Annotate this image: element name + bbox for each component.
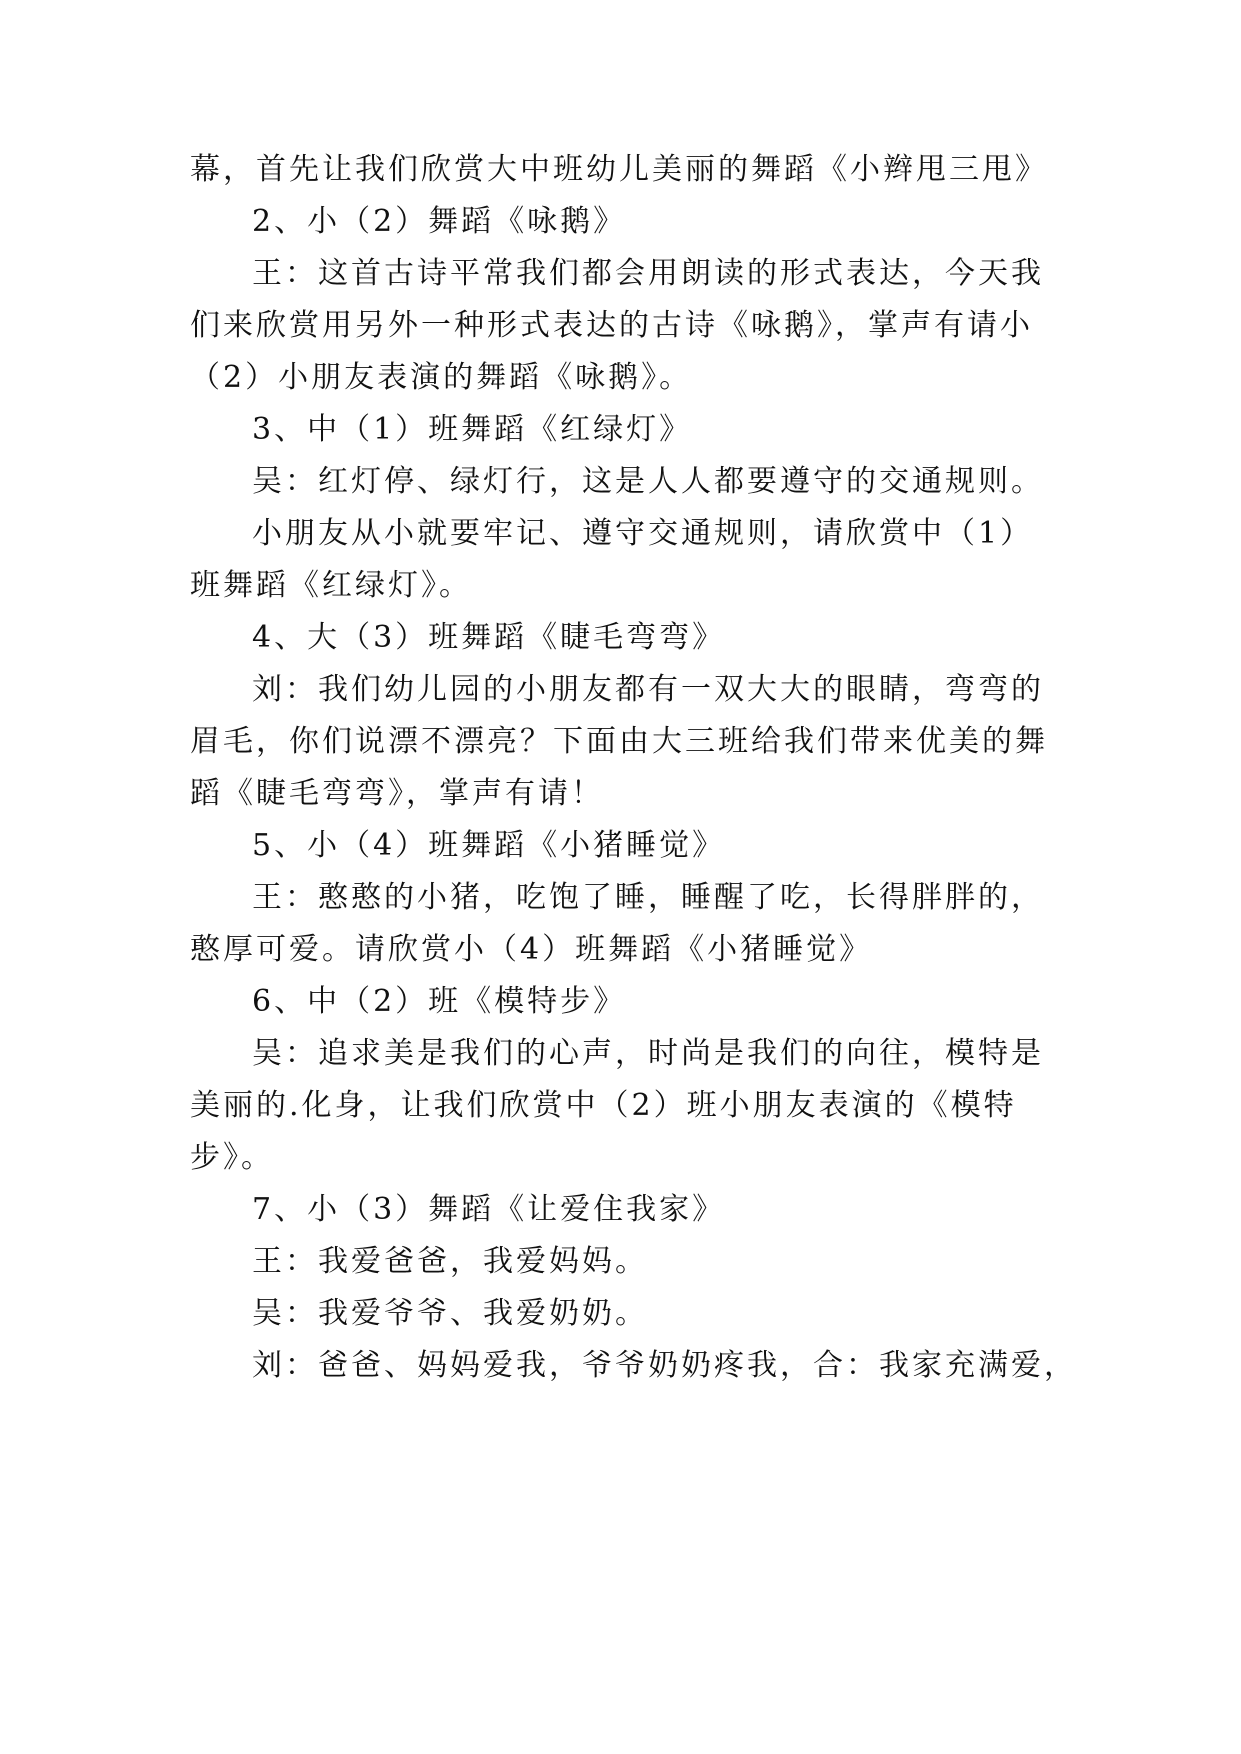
host-line-liu-1: 刘：我们幼儿园的小朋友都有一双大大的眼睛，弯弯的 [252, 672, 1044, 707]
host-line-wang-2: 王：憨憨的小猪，吃饱了睡，睡醒了吃，长得胖胖的， [252, 880, 1044, 915]
text-line-8: 小朋友从小就要牢记、遵守交通规则，请欣赏中（1） [252, 516, 1034, 551]
text-line-19: 美丽的.化身，让我们欣赏中（2）班小朋友表演的《模特 [190, 1088, 1017, 1123]
text-line-20: 步》。 [190, 1140, 274, 1175]
text-line-1: 幕，首先让我们欣赏大中班幼儿美丽的舞蹈《小辫甩三甩》 [190, 152, 1048, 187]
text-line-4: 们来欣赏用另外一种形式表达的古诗《咏鹅》，掌声有请小 [190, 308, 1033, 343]
host-line-wu-1: 吴：红灯停、绿灯行，这是人人都要遵守的交通规则。 [252, 464, 1044, 499]
text-line-12: 眉毛，你们说漂不漂亮？下面由大三班给我们带来优美的舞 [190, 724, 1048, 759]
host-line-wu-2: 吴：追求美是我们的心声，时尚是我们的向往，模特是 [252, 1036, 1044, 1071]
text-line-13: 蹈《睫毛弯弯》，掌声有请！ [190, 776, 604, 811]
program-item-2: 2、小（2）舞蹈《咏鹅》 [252, 204, 627, 239]
host-line-liu-2: 刘：爸爸、妈妈爱我，爷爷奶奶疼我，合：我家充满爱， [252, 1348, 1077, 1383]
program-item-4: 4、大（3）班舞蹈《睫毛弯弯》 [252, 620, 726, 655]
program-item-3: 3、中（1）班舞蹈《红绿灯》 [252, 412, 693, 447]
host-line-wang-1: 王：这首古诗平常我们都会用朗读的形式表达，今天我 [252, 256, 1044, 291]
text-line-16: 憨厚可爱。请欣赏小（4）班舞蹈《小猪睡觉》 [190, 932, 873, 967]
host-line-wang-3: 王：我爱爸爸，我爱妈妈。 [252, 1244, 648, 1279]
text-line-9: 班舞蹈《红绿灯》。 [190, 568, 472, 603]
program-item-6: 6、中（2）班《模特步》 [252, 984, 627, 1019]
host-line-wu-3: 吴：我爱爷爷、我爱奶奶。 [252, 1296, 648, 1331]
program-item-7: 7、小（3）舞蹈《让爱住我家》 [252, 1192, 726, 1227]
program-item-5: 5、小（4）班舞蹈《小猪睡觉》 [252, 828, 726, 863]
text-line-5: （2）小朋友表演的舞蹈《咏鹅》。 [190, 360, 693, 395]
